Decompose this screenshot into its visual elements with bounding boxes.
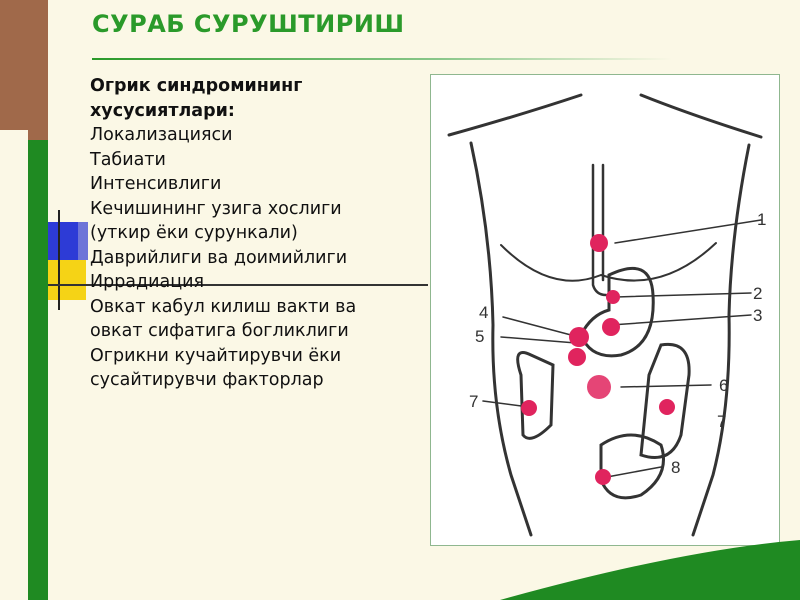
label-1: 1 [757, 210, 767, 229]
pain-point-2 [606, 290, 620, 304]
label-8: 8 [671, 458, 681, 477]
left-shoulder-line [449, 95, 581, 135]
list-item: (уткир ёки сурункали) [90, 223, 298, 243]
list-item: Иррадиация [90, 272, 205, 292]
list-item: Локализацияси [90, 125, 233, 145]
slide-text [90, 74, 420, 393]
anatomy-figure [430, 74, 780, 546]
pain-point-7 [521, 400, 537, 416]
accent-blue-block [48, 222, 78, 260]
list-item: Табиати [90, 149, 166, 170]
label-2: 2 [753, 284, 763, 303]
list-item: Огрикни кучайтирувчи ёки [90, 345, 342, 366]
pain-point-7b [659, 399, 675, 415]
pointer-5 [501, 337, 576, 343]
title-underline [92, 58, 672, 60]
list-item: Интенсивлиги [90, 174, 222, 194]
accent-blue-shadow [78, 222, 88, 260]
label-4: 4 [479, 303, 489, 322]
accent-yellow-block [48, 260, 86, 300]
right-body-outline [693, 145, 749, 535]
label-7b: 7 [717, 412, 727, 431]
heading: Огрик синдромининг хусусиятлари: [90, 76, 303, 121]
slide-title: СУРАБ СУРУШТИРИШ [92, 10, 405, 38]
pain-point-3 [602, 318, 620, 336]
list-item: овкат сифатига богликлиги [90, 321, 349, 341]
label-5: 5 [475, 327, 485, 346]
left-decor-green [28, 140, 48, 600]
corner-decor [500, 540, 800, 600]
pointer-1 [615, 220, 761, 243]
list-item: Кечишининг узига хослиги [90, 198, 342, 219]
pointer-8 [607, 467, 661, 477]
right-shoulder-line [641, 95, 761, 137]
left-decor-cream [0, 130, 28, 600]
decor-vertical-line [58, 210, 60, 310]
pain-point-4 [569, 327, 589, 347]
list-item: Овкат кабул килиш вакти ва [90, 296, 357, 317]
pain-point-8 [595, 469, 611, 485]
pointer-6 [621, 385, 711, 387]
sigmoid-colon [601, 435, 664, 498]
pain-point-6 [587, 375, 611, 399]
label-7a: 7 [469, 392, 479, 411]
list-item: сусайтирувчи факторлар [90, 370, 324, 390]
pointer-4 [503, 317, 571, 335]
pain-point-5 [568, 348, 586, 366]
list-item: Даврийлиги ва доимийлиги [90, 247, 348, 268]
label-6: 6 [719, 376, 729, 395]
torso-illustration [431, 75, 779, 545]
pain-point-1 [590, 234, 608, 252]
label-3: 3 [753, 306, 763, 325]
ascending-colon [518, 353, 553, 439]
